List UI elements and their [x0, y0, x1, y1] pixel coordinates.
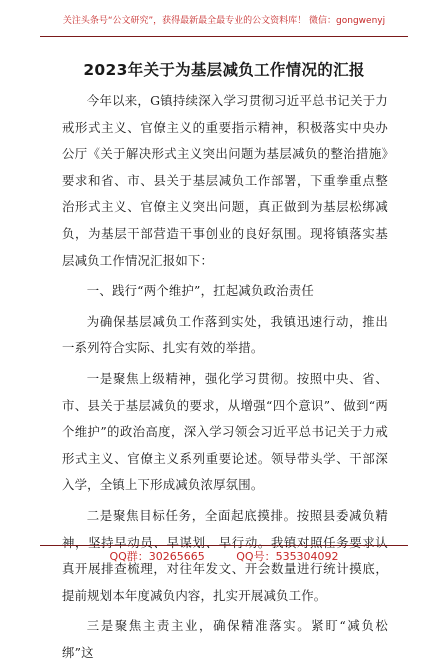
- page-header: [40, 12, 408, 37]
- section-heading-1: 一、践行“两个维护”，扛起减负政治责任: [86, 283, 314, 299]
- footer-qq: QQ号：535304092: [236, 550, 339, 563]
- document-body: [62, 88, 388, 666]
- page-footer: [40, 545, 408, 568]
- paragraph-intro: 今年以来，G镇持续深入学习贯彻习近平总书记关于力戒形式主义、官僚主义的重要指示精神，积极落实中央办公厅《关于解决形式主义突出问题为基层减负的整治措施》要求和省、市、县关于基层减负工作部署，下重拳重点整治形式主义、官僚主义突出问题，真正做到为基层松绑减负，为基层干部营造干事创业的良好氛围。现将镇落实基层减负工作情况汇报如下：: [62, 93, 388, 268]
- paragraph: 三是聚焦主责主业，确保精准落实。紧盯“减负松绑”这: [62, 618, 388, 660]
- paragraph: 为确保基层减负工作落到实处，我镇迅速行动，推出一系列符合实际、扎实有效的举措。: [62, 313, 388, 356]
- paragraph: 一是聚焦上级精神，强化学习贯彻。按照中央、省、市、县关于基层减负的要求，从增强“四个意识”、做到“两个维护”的政治高度，深入学习领会习近平总书记关于力戒形式主义、官僚主义系列重要论述。领导带头学、干部深入学，全镇上下形成减负浓厚氛围。: [62, 370, 388, 493]
- footer-contact: [40, 546, 408, 568]
- header-notice: 关注头条号“公文研究”，获得最新最全最专业的公文资料库！ 微信：gongwenyj: [62, 16, 386, 26]
- paragraph: 二是聚焦目标任务，全面起底摸排。按照县委减负精神，坚持早动员、早谋划、早行动。我镇对照任务要求认真开展排查梳理，对往年发文、开会数量进行统计摸底，提前规划本年度减负内容，扎实开展减负工作。: [62, 507, 388, 603]
- document-title: 2023年关于为基层减负工作情况的汇报: [83, 61, 365, 79]
- footer-qq-group: QQ群：30265665: [109, 550, 205, 563]
